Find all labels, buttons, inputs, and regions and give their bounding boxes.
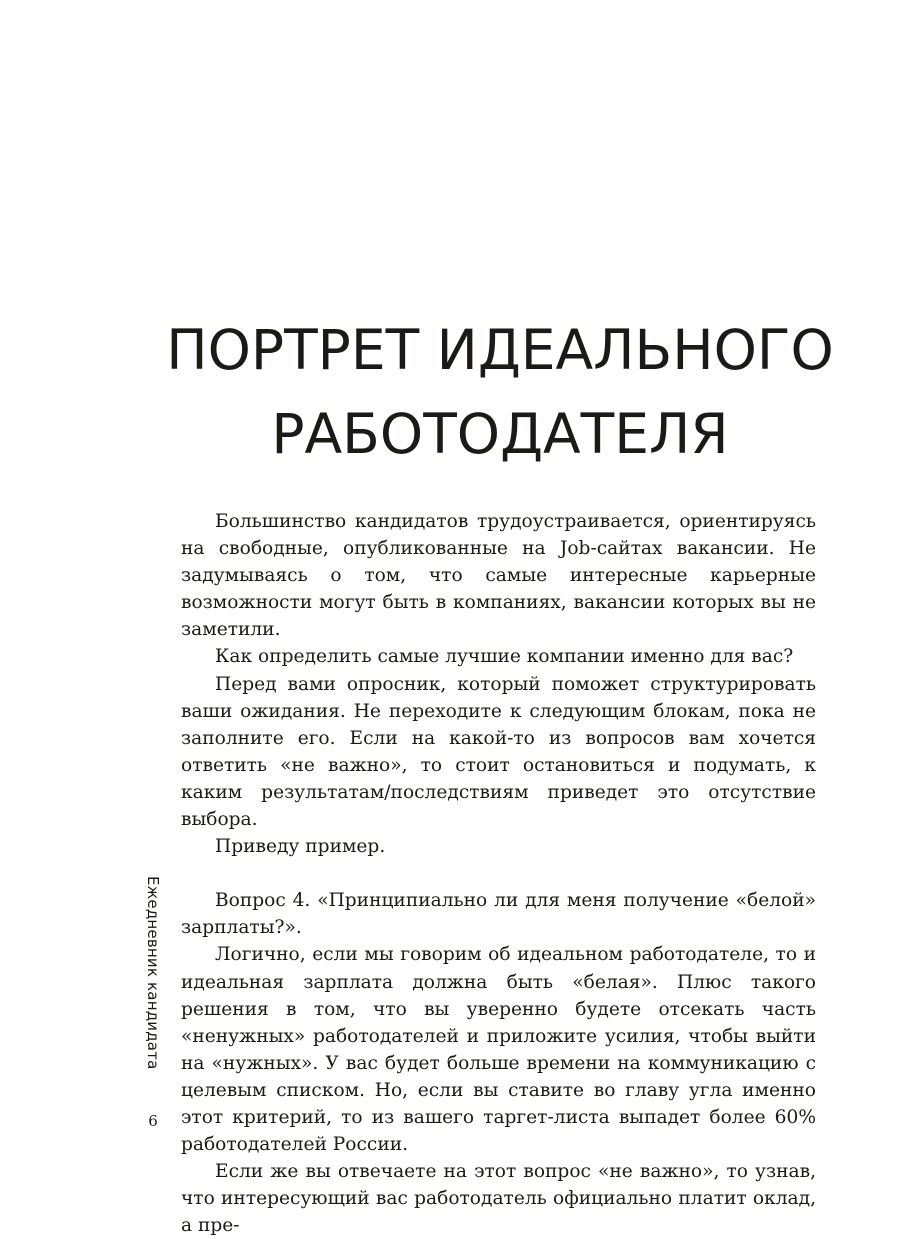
chapter-title-line-1: ПОРТРЕТ ИДЕАЛЬНОГО <box>166 318 834 382</box>
paragraph: Приведу пример. <box>215 836 386 858</box>
body-text <box>181 508 816 1239</box>
paragraph: Как определить самые лучшие компании именно для вас? <box>215 646 794 668</box>
paragraph: Перед вами опросник, который поможет структурировать ваши ожидания. Не переходите к следующим блокам, пока не заполните его. Если на какой-то из вопросов вам хочется ответить «не важно», то стоит остановиться и подумать, к каким результатам/последствиям приведет это отсутствие выбора. <box>181 673 816 831</box>
chapter-title-line-2: РАБОТОДАТЕЛЯ <box>271 402 729 466</box>
paragraph: Логично, если мы говорим об идеальном работодателе, то и идеальная зарплата должна быть «белая». Плюс такого решения в том, что вы уверенно будете отсекать часть «ненужных» работодателей и приложите усилия, чтобы выйти на «нужных». У вас будет больше времени на коммуникацию с целевым списком. Но, если вы ставите во главу угла именно этот критерий, то из вашего таргет-листа выпадет более 60% работодателей России. <box>181 944 816 1156</box>
running-title <box>140 876 166 1076</box>
chapter-title <box>150 308 850 476</box>
paragraph-question: Вопрос 4. «Принципиально ли для меня получение «белой» зарплаты?». <box>181 890 816 939</box>
paragraph: Большинство кандидатов трудоустраивается, ориентируясь на свободные, опубликованные на Job-сайтах вакансии. Не задумываясь о том, что самые интересные карьерные возможности могут быть в компаниях, вакансии которых вы не заметили. <box>181 511 816 641</box>
running-title-text: Ежедневник кандидата <box>144 876 162 1070</box>
paragraph: Если же вы отвечаете на этот вопрос «не важно», то узнав, что интересующий вас работодатель официально платит оклад, а пре- <box>181 1161 816 1237</box>
page-number: 6 <box>148 1112 158 1130</box>
